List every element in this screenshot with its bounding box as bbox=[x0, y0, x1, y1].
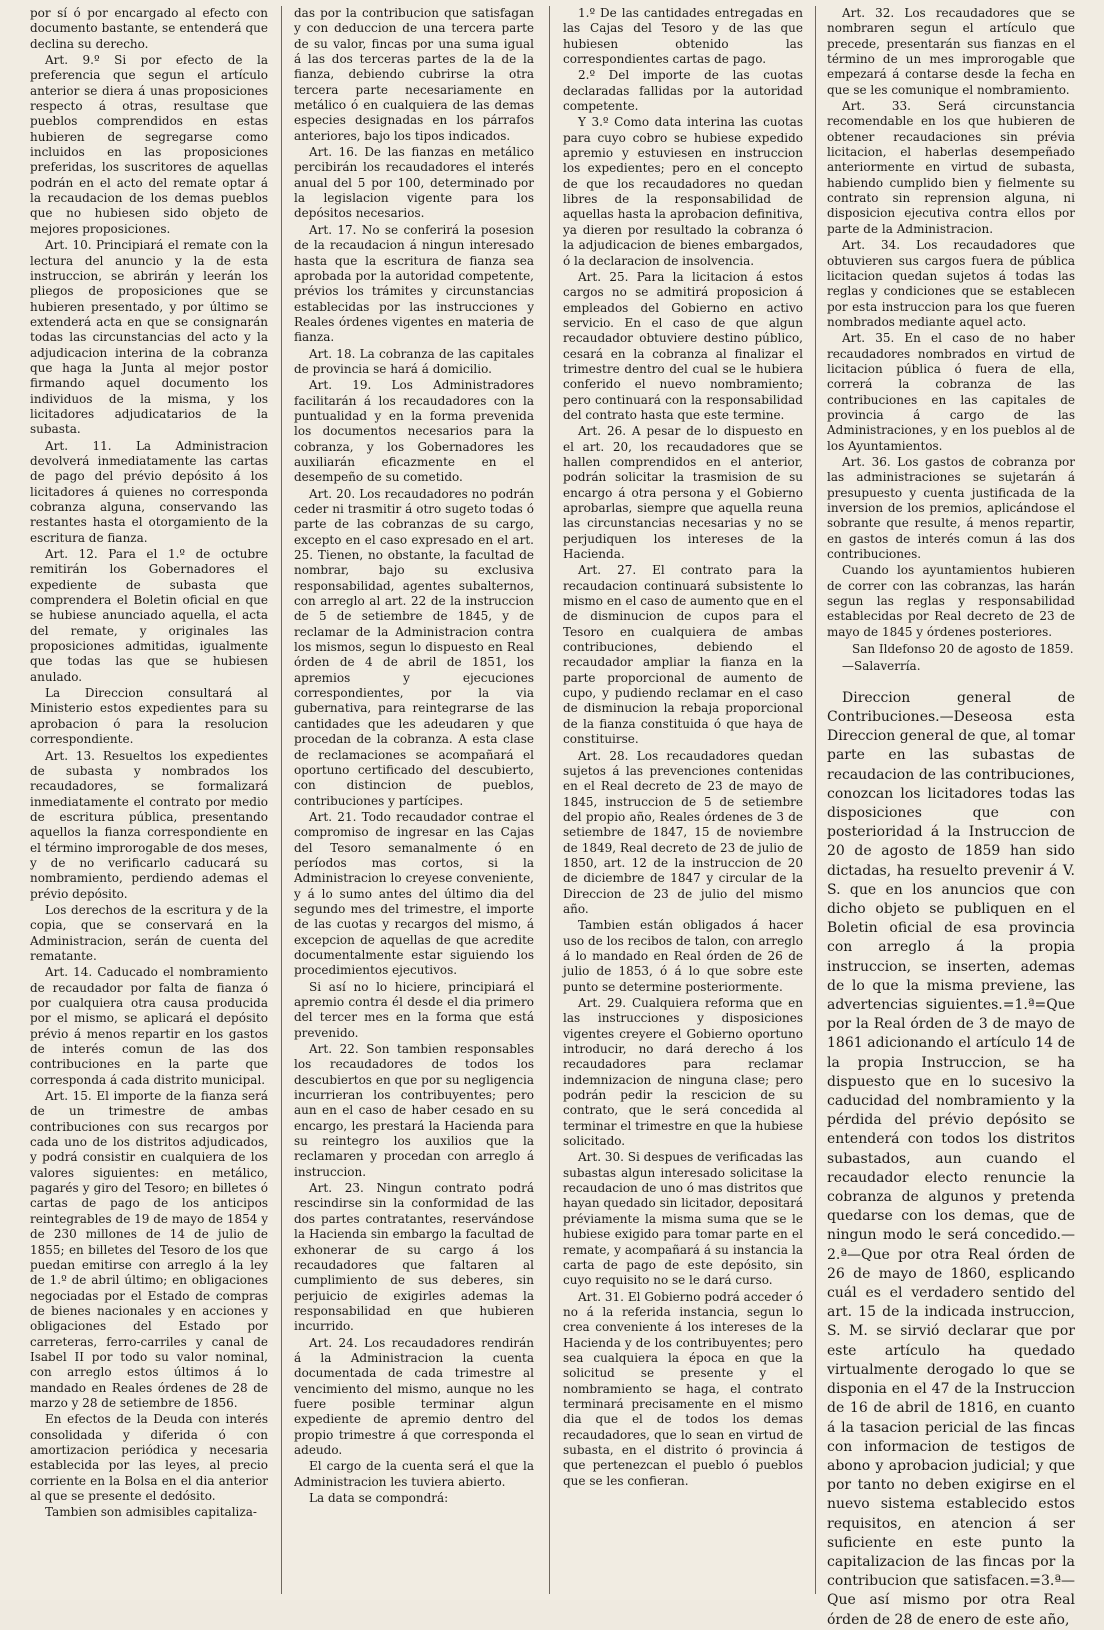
paragraph: Tambien son admisibles capitaliza- bbox=[45, 1505, 257, 1520]
paragraph: —Salaverría. bbox=[842, 659, 921, 674]
paragraph: Art. 14. Caducado el nombramiento de recaudador por falta de fianza ó por cualquiera otra causa producida por el mismo, se aplicará el depósito prévio á menos repartir en los gastos de interés comun de las dos contribuciones en la parte que corresponda á cada distrito municipal. bbox=[30, 965, 268, 1087]
paragraph: Art. 28. Los recaudadores quedan sujetos á las prevenciones contenidas en el Real decreto de 23 de mayo de 1845, instruccion de 5 de setiembre del propio año, Reales órdenes de 3 de setiembre de 1847, 15 de noviembre de 1849, Real decreto de 23 de julio de 1850, art. 12 de la instruccion de 20 de diciembre de 1847 y circular de la Direccion de 23 de julio del mismo año. bbox=[563, 748, 803, 916]
paragraph: Art. 19. Los Administradores facilitarán á los recaudadores con la puntualidad y en la forma prevenida los documentos necesarios para la cobranza, y los Gobernadores les auxiliarán eficazmente en el desempeño de su cometido. bbox=[294, 378, 534, 485]
paragraph: Art. 18. La cobranza de las capitales de provincia se hará á domicilio. bbox=[294, 346, 534, 376]
paragraph: Art. 9.º Si por efecto de la preferencia que segun el artículo anterior se diera á unas proposiciones respecto á otras, resultase que pueblos comprendidos en estas hubieren de segregarse como incluidos en las proposiciones preferidas, los suscritores de aquellas podrán en el acto del remate optar á la recaudacion de los demas pueblos que no hubiesen sido objeto de mejores proposiciones. bbox=[30, 53, 268, 236]
column-rule bbox=[281, 6, 282, 1594]
paragraph: Art. 24. Los recaudadores rendirán á la Administracion la cuenta documentada de cada trimestre al vencimiento del mismo, aunque no les fuere posible terminar algun expediente de apremio dentro del propio trimestre á que corresponda el adeudo. bbox=[294, 1335, 534, 1457]
paragraph: Art. 30. Si despues de verificadas las subastas algun interesado solicitase la recaudacion de uno ó mas distritos que hayan quedado sin licitador, depositará préviamente la misma suma que se le hubiese exigido para tomar parte en el remate, y acompañará á su instancia la carta de pago de este depósito, sin cuyo requisito no se le dará curso. bbox=[563, 1150, 803, 1288]
paragraph: Art. 35. En el caso de no haber recaudadores nombrados en virtud de licitacion pública ó fuera de ella, correrá la cobranza de las contribuciones en las capitales de provincia á cargo de las Administraciones, y en los pueblos al de los Ayuntamientos. bbox=[827, 331, 1075, 453]
paragraph: Art. 10. Principiará el remate con la lectura del anuncio y la de esta instruccion, se abrirán y leerán los pliegos de proposiciones que se hubieren presentado, y por último se extenderá acta en que se consignarán todas las circunstancias del acto y la adjudicacion interina de la cobranza que haga la Junta al mejor postor firmando aquel documento los individuos de la misma, y los licitadores adjudicatarios de la subasta. bbox=[30, 238, 268, 437]
paragraph: Art. 36. Los gastos de cobranza por las administraciones se sujetarán á presupuesto y cuenta justificada de la inversion de los premios, aplicándose el sobrante que resulte, á menos repartir, en gastos de interés comun á las dos contribuciones. bbox=[827, 454, 1075, 562]
paragraph: El cargo de la cuenta será el que la Administracion les tuviera abierto. bbox=[294, 1459, 534, 1489]
paragraph: La data se compondrá: bbox=[309, 1491, 449, 1505]
paragraph: Art. 15. El importe de la fianza será de un trimestre de ambas contribuciones con sus recargos por cada uno de los distritos adjudicados, y podrá consistir en cualquiera de los valores siguientes: en metálico, pagarés y giro del Tesoro; en billetes ó cartas de pago de los anticipos reintegrables de 19 de mayo de 1854 y de 230 millones de 14 de julio de 1855; en billetes del Tesoro de los que puedan emitirse con arreglo á la ley de 1.º de abril último; en obligaciones negociadas por el Estado de compras de bienes nacionales y en acciones y obligaciones del Estado por carreteras, ferro-carriles y canal de Isabel II por todo su valor nominal, con arreglo estos últimos á lo mandado en Reales órdenes de 28 de marzo y 28 de setiembre de 1856. bbox=[30, 1089, 268, 1410]
paragraph: 2.º Del importe de las cuotas declaradas fallidas por la autoridad competente. bbox=[563, 68, 803, 114]
paragraph: Art. 12. Para el 1.º de octubre remitirán los Gobernadores el expediente de subasta que comprendera el Boletin oficial en que se hubiese anunciado aquella, el acta del remate, y originales las proposiciones admitidas, igualmente que todas las que se hubiesen anulado. bbox=[30, 547, 268, 684]
paragraph: La Direccion consultará al Ministerio estos expedientes para su aprobacion ó para la resolucion correspondiente. bbox=[30, 686, 268, 747]
paragraph: Tambien están obligados á hacer uso de los recibos de talon, con arreglo á lo mandado en Real órden de 26 de julio de 1853, ó á lo que sobre este punto se determine posteriormente. bbox=[563, 918, 803, 994]
paragraph: San Ildefonso 20 de agosto de 1859. bbox=[852, 642, 1074, 657]
paragraph: 1.º De las cantidades entregadas en las Cajas del Tesoro y de las que hubiesen obtenido las correspondientes cartas de pago. bbox=[563, 6, 803, 67]
paragraph: das por la contribucion que satisfagan y con deduccion de una tercera parte de su valor, fincas por una suma igual á las dos terceras partes de la de la fianza, debiendo cubrirse la otra tercera parte necesariamente en metálico ó en cualquiera de las demas especies designadas en los párrafos anteriores, bajo los tipos indicados. bbox=[294, 6, 534, 143]
paragraph: Art. 17. No se conferirá la posesion de la recaudacion á ningun interesado hasta que la escritura de fianza sea aprobada por la autoridad competente, prévios los trámites y circunstancias establecidas por las instrucciones y Reales órdenes vigentes en materia de fianza. bbox=[294, 222, 534, 345]
paragraph: Art. 13. Resueltos los expedientes de subasta y nombrados los recaudadores, se formalizará inmediatamente el contrato por medio de escritura pública, presentando aquellos la fianza correspondiente en el término improrogable de dos meses, y de no verificarlo caducará su nombramiento, perdiendo ademas el prévio depósito. bbox=[30, 748, 268, 901]
column-rule bbox=[815, 6, 816, 1594]
column-1 bbox=[30, 6, 268, 1596]
column-3 bbox=[563, 6, 803, 1596]
paragraph: Art. 25. Para la licitacion á estos cargos no se admitirá proposicion á empleados del Gobierno en activo servicio. En el caso de que algun recaudador obtuviere destino público, cesará en la cobranza al finalizar el trimestre dentro del cual se le hubiera conferido el nuevo nombramiento; pero continuará con la responsabilidad del contrato hasta que este termine. bbox=[563, 269, 803, 422]
paragraph: Si así no lo hiciere, principiará el apremio contra él desde el dia primero del tercer mes en la forma que está prevenido. bbox=[294, 979, 534, 1040]
paragraph: Los derechos de la escritura y de la copia, que se conservará en la Administracion, serán de cuenta del rematante. bbox=[30, 902, 268, 963]
column-4 bbox=[827, 6, 1075, 1628]
paragraph: por sí ó por encargado al efecto con documento bastante, se entenderá que declina su derecho. bbox=[30, 6, 268, 51]
paragraph: Art. 22. Son tambien responsables los recaudadores de todos los descubiertos en que por su negligencia incurrieran los contribuyentes; pero aun en el caso de haber cesado en su encargo, les prestará la Hacienda para su reintegro los auxilios que la reclamaren y procedan con arreglo á instruccion. bbox=[294, 1042, 534, 1179]
column-rule bbox=[549, 6, 550, 1594]
paragraph: Art. 33. Será circunstancia recomendable en los que hubieren de obtener recaudaciones sin prévia licitacion, el haberlas desempeñado anteriormente en virtud de subasta, habiendo cumplido bien y fielmente su contrato sin reprension alguna, ni disposicion ejecutiva contra ellos por parte de la Administracion. bbox=[827, 99, 1075, 236]
paragraph: Art. 23. Ningun contrato podrá rescindirse sin la conformidad de las dos partes contratantes, reservándose la Hacienda sin embargo la facultad de exhonerar de su cargo á los recaudadores que faltaren al cumplimiento de sus deberes, sin perjuicio de exigirles ademas la responsabilidad en que hubieren incurrido. bbox=[294, 1181, 534, 1334]
paragraph: Art. 20. Los recaudadores no podrán ceder ni trasmitir á otro sugeto todas ó parte de las cobranzas de su cargo, excepto en el caso expresado en el art. 25. Tienen, no obstante, la facultad de nombrar, bajo su exclusiva responsabilidad, agentes subalternos, con arreglo al art. 22 de la instruccion de 5 de setiembre de 1845, y de reclamar de la Administracion contra los mismos, segun lo dispuesto en Real órden de 4 de abril de 1851, los apremios y ejecuciones correspondientes, por la via gubernativa, para reintegrarse de las cantidades que les adeudaren y que procedan de la cobranza. A esta clase de reclamaciones se acompañará el oportuno certificado del descubierto, con distincion de pueblos, contribuciones y partícipes. bbox=[294, 486, 534, 808]
paragraph: Art. 21. Todo recaudador contrae el compromiso de ingresar en las Cajas del Tesoro semanalmente ó en períodos mas cortos, si la Administracion lo creyese conveniente, y á lo sumo antes del último dia del segundo mes del trimestre, el importe de las cuotas y recargos del mismo, á excepcion de aquellas de que acredite documentalmente estar siguiendo los procedimientos ejecutivos. bbox=[294, 809, 534, 978]
paragraph: Direccion general de Contribuciones.—Deseosa esta Direccion general de que, al tomar parte en las subastas de recaudacion de las contribuciones, conozcan los licitadores todas las disposiciones que con posterioridad á la Instruccion de 20 de agosto de 1859 han sido dictadas, ha resuelto prevenir á V. S. que en los anuncios que con dicho objeto se publiquen en el Boletin oficial de esa provincia con arreglo á la propia instruccion, se inserten, ademas de lo que la misma previene, las advertencias siguientes.=1.ª=Que por la Real órden de 3 de mayo de 1861 adicionando el artículo 14 de la propia Instruccion, se ha dispuesto que en lo sucesivo la caducidad del nombramiento y la pérdida del prévio depósito se entenderá con todos los distritos subastados, aun cuando el recaudador electo renuncie la cobranza de algunos y pretenda quedarse con los demas, que de ningun modo le será concedido.—2.ª—Que por otra Real órden de 26 de mayo de 1860, esplicando cuál es el verdadero sentido del art. 15 de la indicada instruccion, S. M. se sirvió declarar que por este artículo ha quedado virtualmente derogado lo que se disponia en el 47 de la Instruccion de 16 de abril de 1816, en cuanto á la tasacion pericial de las fincas con informacion de testigos de abono y aprobacion judicial; y que por tanto no deben exigirse en el nuevo sistema establecido estos requisitos, en atencion á ser suficiente en este punto la capitalizacion de las fincas por la contribucion que satisfacen.=3.ª—Que así mismo por otra Real órden de 28 de enero de este año, bbox=[827, 689, 1075, 1628]
paragraph: Art. 34. Los recaudadores que obtuvieren sus cargos fuera de pública licitacion quedan sujetos á todas las reglas y condiciones que se establecen por esta instruccion para los que fueren nombrados mediante aquel acto. bbox=[827, 238, 1075, 329]
paragraph: Cuando los ayuntamientos hubieren de correr con las cobranzas, las harán segun las reglas y responsabilidad establecidas por Real decreto de 23 de mayo de 1845 y órdenes posteriores. bbox=[827, 563, 1075, 639]
paragraph: Art. 27. El contrato para la recaudacion continuará subsistente lo mismo en el caso de aumento que en el de disminucion de cupos para el Tesoro en cualquiera de ambas contribuciones, debiendo el recaudador ampliar la fianza en la parte proporcional de aumento de cupo, y pudiendo reclamar en el caso de disminucion la rebaja proporcional de la fianza constituida ó que haya de constituirse. bbox=[563, 563, 803, 747]
paragraph: Art. 31. El Gobierno podrá acceder ó no á la referida instancia, segun lo crea conveniente á los intereses de la Hacienda y de los contribuyentes; pero sea cualquiera la época en que la solicitud se presente y el nombramiento se haga, el contrato terminará precisamente en el mismo dia que el de todos los demas recaudadores, que lo sean en virtud de subasta, en el distrito ó provincia á que pertenezcan el pueblo ó pueblos que se les confieran. bbox=[563, 1289, 803, 1488]
paragraph: Art. 29. Cualquiera reforma que en las instrucciones y disposiciones vigentes creyere el Gobierno oportuno introducir, no dará derecho á los recaudadores para reclamar indemnizacion de ninguna clase; pero podrán pedir la rescicion de su contrato, que le será concedida al terminar el trimestre en que la hubiese solicitado. bbox=[563, 996, 803, 1149]
paragraph: Art. 16. De las fianzas en metálico percibirán los recaudadores el interés anual del 5 por 100, determinado por la legislacion vigente para los depósitos necesarios. bbox=[294, 145, 534, 221]
column-2 bbox=[294, 6, 534, 1596]
paragraph: Art. 11. La Administracion devolverá inmediatamente las cartas de pago del prévio depósito á los licitadores á quienes no corresponda cobranza alguna, conservando las restantes hasta el otorgamiento de la escritura de fianza. bbox=[30, 438, 268, 545]
paragraph: Art. 26. A pesar de lo dispuesto en el art. 20, los recaudadores que se hallen comprendidos en el anterior, podrán solicitar la trasmision de su encargo á otra persona y el Gobierno aprobarlas, siempre que aquella reuna las circunstancias necesarias y no se perjudiquen los intereses de la Hacienda. bbox=[563, 424, 803, 562]
paragraph: Art. 32. Los recaudadores que se nombraren segun el artículo que precede, presentarán sus fianzas en el término de un mes improrogable que empezará á contarse desde la fecha en que se les comunique el nombramiento. bbox=[827, 6, 1075, 97]
paragraph: Y 3.º Como data interina las cuotas para cuyo cobro se hubiese expedido apremio y estuviesen en instruccion los expedientes; pero en el concepto de que los recaudadores no quedan libres de la responsabilidad de aquellas hasta la aprobacion definitiva, ya dieren por resultado la cobranza ó la adjudicacion de bienes embargados, ó la declaracion de insolvencia. bbox=[563, 115, 803, 268]
paragraph: En efectos de la Deuda con interés consolidada y diferida ó con amortizacion periódica y necesaria establecida por las leyes, al precio corriente en la Bolsa en el dia anterior al que se presente el dedósito. bbox=[30, 1412, 268, 1503]
